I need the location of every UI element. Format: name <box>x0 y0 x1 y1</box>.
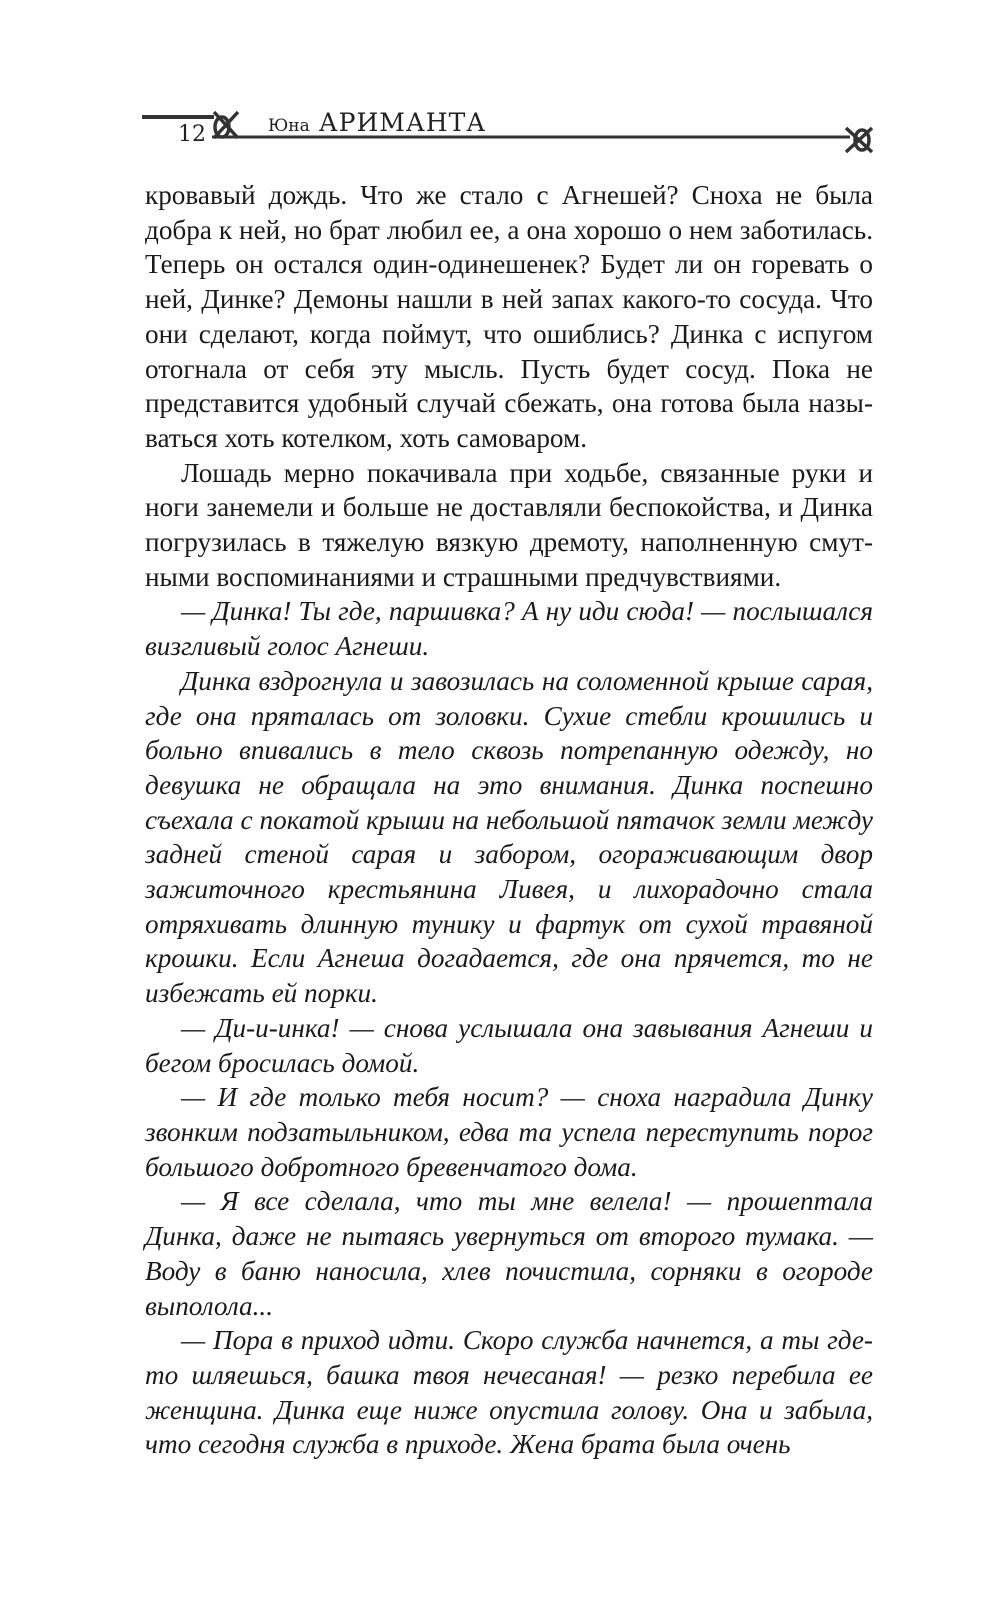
author-first-name: Юна <box>268 116 310 136</box>
page-number: 12 <box>178 122 206 147</box>
paragraph: Лошадь мерно покачивала при ходьбе, связанные руки и ноги занемели и больше не доставляли беспокойства, и Динка погрузилась в тяжелую вязкую дремоту, наполненную смутными воспоминаниями и страшными предчувствиями. <box>145 457 873 592</box>
paragraph-italic: Динка вздрогнула и завозилась на соломенной крыше сарая, где она пряталась от золовки. Сухие стебли крошились и больно впивались в тело сквозь потрепанную одежду, но девушка не обращала на это внимания. Динка поспешно съехала с покатой крыши на небольшой пятачок земли между задней стеной сарая и забором, огораживающим двор зажиточного крестьянина Ливея, и лихорадочно стала отряхивать длинную тунику и фартук от сухой травяной крошки. Если Агнеша догадается, где она прячется, то не избежать ей порки. <box>145 665 873 1009</box>
right-knot-ornament <box>846 128 872 152</box>
author-last-name: АРИМАНТА <box>318 108 487 137</box>
body-text <box>145 178 873 1462</box>
paragraph-italic: — Я все сделала, что ты мне велела! — прошептала Динка, даже не пытаясь увернуться от второго тумака. — Воду в баню наносила, хлев почистила, сорняки в огороде выполола... <box>145 1186 873 1321</box>
paragraph-italic: — И где только тебя носит? — сноха наградила Динку звонким подзатыльником, едва та успела переступить порог большого добротного бревенчатого дома. <box>145 1082 873 1182</box>
header-ornament <box>0 0 1000 180</box>
paragraph-italic: — Динка! Ты где, паршивка? А ну иди сюда! — послышался визгливый голос Агнеши. <box>145 596 873 662</box>
author-name <box>268 108 486 137</box>
running-header <box>0 0 1000 180</box>
left-knot-ornament <box>214 112 238 138</box>
paragraph: кровавый дождь. Что же стало с Агнешей? Сноха не была добра к ней, но брат любил ее, а она хорошо о нем заботилась. Теперь он остался один-одинешенек? Будет ли он горевать о ней, Динке? Демоны нашли в ней запах какого-то сосуда. Что они сделают, когда поймут, что ошиблись? Динка с испугом отогнала от себя эту мысль. Пусть будет сосуд. Пока не представится удобный случай сбежать, она готова была называться хоть котелком, хоть самоваром. <box>145 180 873 453</box>
paragraph-italic: — Ди-и-инка! — снова услышала она завывания Агнеши и бегом бросилась домой. <box>145 1012 873 1078</box>
paragraph-italic: — Пора в приход идти. Скоро служба начнется, а ты где-то шляешься, башка твоя нечесаная! — резко перебила ее женщина. Динка еще ниже опустила голову. Она и забыла, что сегодня служба в приходе. Жена брата была очень <box>145 1325 873 1460</box>
